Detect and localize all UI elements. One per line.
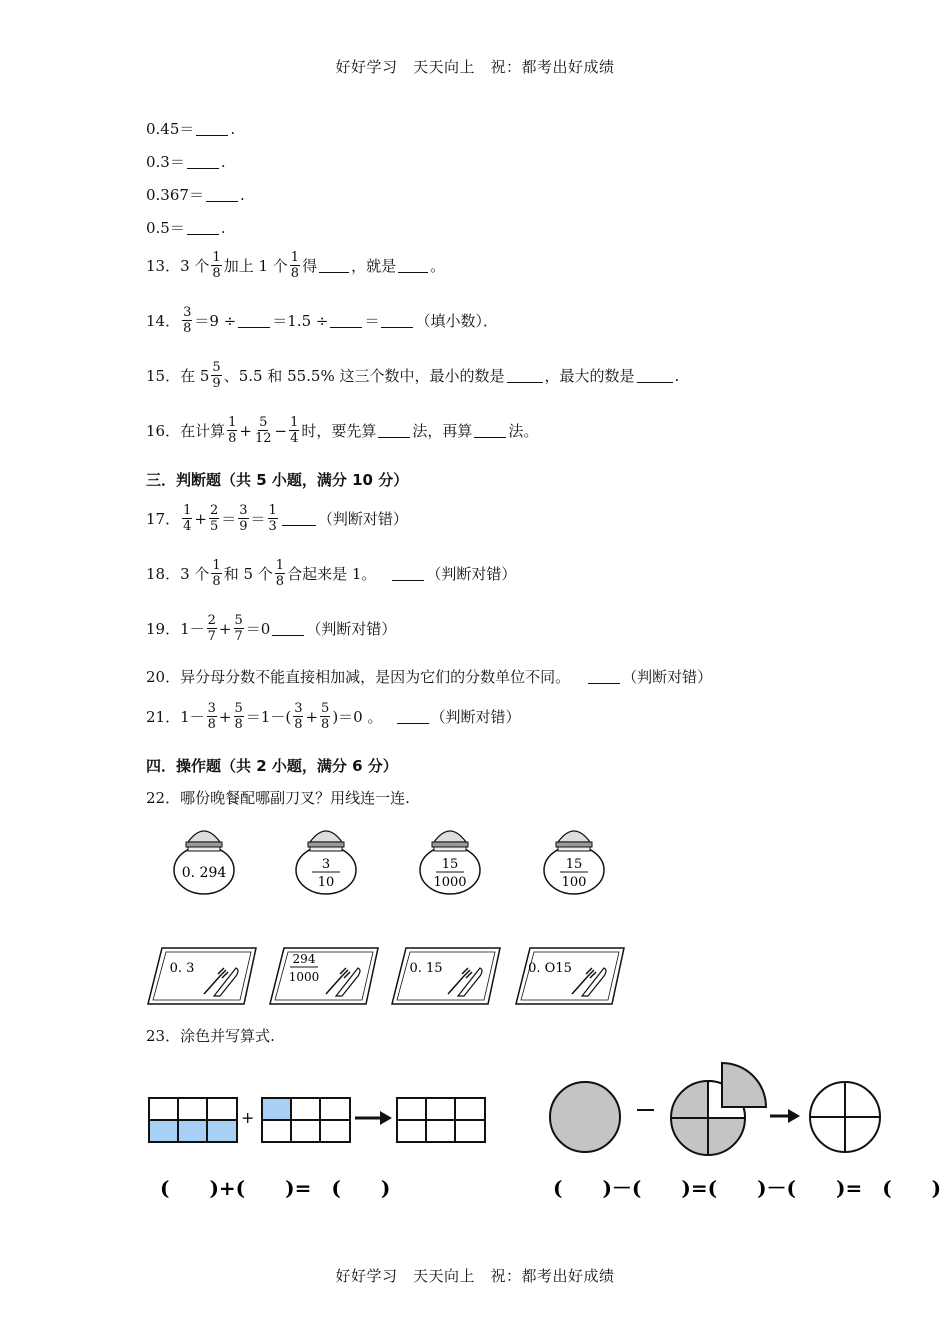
fraction: $\frac{5}{8}$ xyxy=(234,701,243,732)
question-text: 和 5 个 xyxy=(223,565,273,583)
question-17: 17． $\frac{1}{4}$ + $\frac{2}{5}$ ＝ $\frac{3}{9}$ ＝ $\frac{1}{3}$ （判断对错） xyxy=(146,503,408,534)
question-number: 19． xyxy=(146,620,181,638)
conversion-expr: 0.367＝ xyxy=(146,186,204,204)
numerator: 15 xyxy=(441,857,459,872)
question-text: 加上 1 个 xyxy=(223,257,288,275)
question-number: 23． xyxy=(146,1027,181,1045)
value-label: 0. 3 xyxy=(169,961,195,976)
answer-blank[interactable] xyxy=(196,121,228,136)
answer-blank[interactable] xyxy=(474,423,506,438)
answer-blank[interactable] xyxy=(381,313,413,328)
question-text: 3 个 xyxy=(180,565,210,583)
question-19: 19． 1－ $\frac{2}{7}$ + $\frac{5}{7}$ ＝0 （判断对错） xyxy=(146,613,397,644)
fraction: $\frac{2}{7}$ xyxy=(207,613,216,644)
conversion-tail: . xyxy=(239,185,245,204)
question-hint: （判断对错） xyxy=(306,620,397,638)
conversion-tail: . xyxy=(220,218,226,237)
numerator: 294 xyxy=(292,952,316,966)
page-header: 好好学习 天天向上 祝：都考出好成绩 xyxy=(335,58,615,76)
burger-icon xyxy=(308,831,344,851)
fraction: $\frac{1}{8}$ xyxy=(212,558,221,589)
question-15 xyxy=(146,360,679,391)
fraction: $\frac{3}{9}$ xyxy=(239,503,248,534)
cutlery-card[interactable] xyxy=(148,948,256,1004)
cutlery-card[interactable] xyxy=(392,948,500,1004)
question-number: 20． xyxy=(146,668,181,686)
empty-circle[interactable] xyxy=(810,1082,880,1152)
arrow-icon xyxy=(355,1111,392,1125)
question-number: 17． xyxy=(146,510,181,528)
question-number: 15． xyxy=(146,367,181,385)
question-14 xyxy=(146,305,498,336)
conversion-line-4 xyxy=(146,217,226,238)
question-hint: （判断对错） xyxy=(426,565,517,583)
answer-blank[interactable] xyxy=(272,621,304,636)
question-16: 16． 在计算 $\frac{1}{8}$ + $\frac{5}{12}$ − $\frac{1}{4}$ 时，要先算 法，再算 法。 xyxy=(146,415,539,446)
question-number: 16． xyxy=(146,422,181,440)
question-number: 21． xyxy=(146,708,181,726)
question-text: 异分母分数不能直接相加减，是因为它们的分数单位不同。 xyxy=(180,668,571,686)
burger-icon xyxy=(186,831,222,851)
question-text: ＝1.5 ÷ xyxy=(272,312,329,330)
question-text: 时，要先算 xyxy=(301,422,377,440)
value-label: 0. 15 xyxy=(409,961,443,976)
conversion-line-2 xyxy=(146,151,226,172)
answer-blank[interactable] xyxy=(637,368,673,383)
question-13 xyxy=(146,250,445,281)
denominator: 1000 xyxy=(288,970,320,984)
question-text: ＝9 ÷ xyxy=(194,312,237,330)
conversion-tail: . xyxy=(220,152,226,171)
denominator: 1000 xyxy=(433,875,467,890)
question-text: 。 xyxy=(430,257,446,275)
denominator: 10 xyxy=(317,875,335,890)
numerator: 15 xyxy=(565,857,583,872)
fraction: $\frac{3}{8}$ xyxy=(207,701,216,732)
fraction: $\frac{3}{8}$ xyxy=(294,701,303,732)
question-number: 13． xyxy=(146,257,181,275)
answer-blank[interactable] xyxy=(238,313,270,328)
question-text: 涂色并写算式. xyxy=(180,1027,275,1045)
conversion-expr: 0.45＝ xyxy=(146,120,195,138)
question-text: ，就是 xyxy=(351,257,397,275)
answer-blank[interactable] xyxy=(282,511,316,526)
fraction: $\frac{2}{5}$ xyxy=(209,503,219,534)
cutlery-card[interactable] xyxy=(516,948,624,1004)
answer-blank[interactable] xyxy=(206,187,238,202)
question-text: ＝1－( xyxy=(245,708,292,726)
dinner-plate[interactable] xyxy=(296,831,356,894)
question-20 xyxy=(146,666,712,687)
burger-icon xyxy=(432,831,468,851)
conversion-line-3 xyxy=(146,184,245,205)
answer-blank[interactable] xyxy=(588,669,620,684)
question-number: 18． xyxy=(146,565,181,583)
question-text: )＝0 。 xyxy=(332,708,383,726)
question-text: 得 xyxy=(302,257,318,275)
question-hint: （判断对错） xyxy=(430,708,521,726)
question-text: 、5.5 和 55.5% 这三个数中，最小的数是 xyxy=(223,367,505,385)
arrow-icon xyxy=(770,1109,800,1123)
fraction: $\frac{1}{8}$ xyxy=(228,415,237,446)
answer-blank[interactable] xyxy=(187,154,219,169)
fraction: $\frac{5}{7}$ xyxy=(234,613,243,644)
value-label: 0. 294 xyxy=(181,865,227,881)
rect-grid-3[interactable] xyxy=(397,1098,485,1142)
page-footer: 好好学习 天天向上 祝：都考出好成绩 xyxy=(335,1267,615,1285)
conversion-expr: 0.3＝ xyxy=(146,153,185,171)
question-text: 合起来是 1。 xyxy=(287,565,377,583)
question-text: 法。 xyxy=(508,422,539,440)
question-text: . xyxy=(674,366,680,385)
conversion-expr: 0.5＝ xyxy=(146,219,185,237)
question-hint: （判断对错） xyxy=(622,668,713,686)
plus-sign: + xyxy=(241,1108,255,1127)
value-label: 0. O15 xyxy=(528,961,572,976)
section-title-3: 三．判断题（共 5 小题，满分 10 分） xyxy=(146,471,409,489)
answer-blank[interactable] xyxy=(187,220,219,235)
answer-blank[interactable] xyxy=(330,313,362,328)
fraction: $\frac{5}{12}$ xyxy=(254,415,272,446)
question-text: ，最大的数是 xyxy=(544,367,635,385)
answer-blank[interactable] xyxy=(392,566,424,581)
equation-left[interactable]: ( )+( )= ( ) xyxy=(160,1176,391,1200)
question-22 xyxy=(146,787,410,808)
answer-blank[interactable] xyxy=(507,368,543,383)
question-number: 22． xyxy=(146,789,181,807)
fraction: $\frac{1}{8}$ xyxy=(212,250,221,281)
denominator: 100 xyxy=(561,875,587,890)
dinner-plate[interactable] xyxy=(174,831,234,894)
fraction: $\frac{5}{9}$ xyxy=(212,360,221,391)
rect-grid-1[interactable] xyxy=(149,1098,237,1142)
fraction: $\frac{3}{8}$ xyxy=(183,305,192,336)
question-text: 1－ xyxy=(180,620,205,638)
question-hint: （填小数）． xyxy=(415,312,498,330)
fraction: $\frac{5}{8}$ xyxy=(321,701,330,732)
cutlery-card[interactable] xyxy=(270,948,378,1004)
quarter-circle[interactable] xyxy=(671,1063,766,1155)
answer-blank[interactable] xyxy=(397,709,429,724)
question-text: 法，再算 xyxy=(412,422,473,440)
question-text: 3 个 xyxy=(180,257,210,275)
dinner-plate[interactable] xyxy=(544,831,604,894)
answer-blank[interactable] xyxy=(319,258,349,273)
coloring-figure xyxy=(0,1055,950,1215)
fraction: $\frac{1}{8}$ xyxy=(275,558,285,589)
matching-figure xyxy=(0,818,950,1018)
equation-right[interactable]: ( )－( )=( )－( )= ( ) xyxy=(553,1176,942,1200)
fraction: $\frac{1}{8}$ xyxy=(290,250,300,281)
question-text: ＝ xyxy=(364,312,380,330)
fraction: $\frac{1}{3}$ xyxy=(268,503,277,534)
fraction: $\frac{1}{4}$ xyxy=(290,415,299,446)
rect-grid-2[interactable] xyxy=(262,1098,350,1142)
question-text: 在 5 xyxy=(180,367,210,385)
question-18 xyxy=(146,558,516,589)
question-21: 21． 1－ $\frac{3}{8}$ + $\frac{5}{8}$ ＝1－( $\frac{3}{8}$ + $\frac{5}{8}$ )＝0 。 （判断对错） xyxy=(146,701,521,732)
question-text: ＝0 xyxy=(245,620,271,638)
full-circle[interactable] xyxy=(550,1082,620,1152)
question-number: 14． xyxy=(146,312,181,330)
numerator: 3 xyxy=(321,857,331,872)
question-text: 哪份晚餐配哪副刀叉？用线连一连. xyxy=(180,789,410,807)
dinner-plate[interactable] xyxy=(420,831,480,894)
answer-blank[interactable] xyxy=(398,258,428,273)
question-text: 在计算 xyxy=(180,422,226,440)
conversion-tail: . xyxy=(230,119,236,138)
section-title-4: 四．操作题（共 2 小题，满分 6 分） xyxy=(146,757,398,775)
fraction: $\frac{1}{4}$ xyxy=(183,503,192,534)
question-hint: （判断对错） xyxy=(317,510,408,528)
burger-icon xyxy=(556,831,592,851)
question-23 xyxy=(146,1025,275,1046)
answer-blank[interactable] xyxy=(378,423,410,438)
conversion-line-1 xyxy=(146,118,235,139)
question-text: 1－ xyxy=(180,708,205,726)
